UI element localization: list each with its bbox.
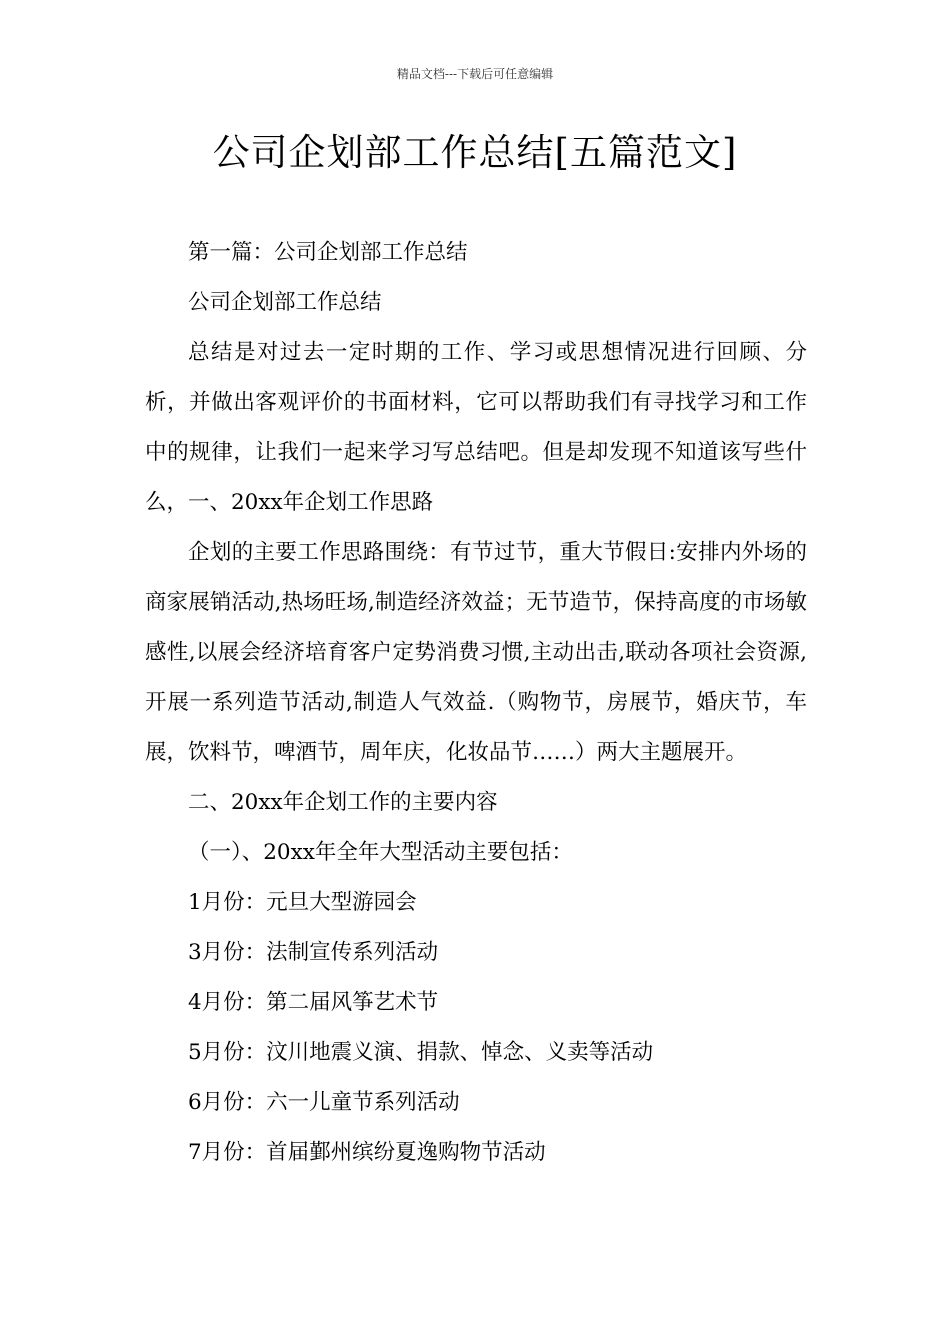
paragraph: 5月份：汶川地震义演、捐款、悼念、义卖等活动 (188, 1040, 654, 1065)
paragraph: 第一篇：公司企划部工作总结 (188, 240, 468, 265)
paragraph: 1月份：元旦大型游园会 (188, 890, 417, 915)
paragraph: 企划的主要工作思路围绕：有节过节，重大节假日:安排内外场的商家展销活动,热场旺场,制造经济效益；无节造节，保持高度的市场敏感性,以展会经济培育客户定势消费习惯,主动出击,联动各项社会资源,开展一系列造节活动,制造人气效益.（购物节，房展节，婚庆节，车展，饮料节，啤酒节，周年庆，化妆品节……）两大主题展开。 (145, 540, 807, 765)
paragraph: 7月份：首届鄞州缤纷夏逸购物节活动 (188, 1140, 546, 1165)
paragraph: 6月份：六一儿童节系列活动 (188, 1090, 460, 1115)
paragraph: 二、20xx年企划工作的主要内容 (188, 790, 498, 815)
paragraph: 公司企划部工作总结 (188, 290, 382, 315)
paragraph: （一）、20xx年全年大型活动主要包括： (188, 840, 573, 865)
paragraph: 总结是对过去一定时期的工作、学习或思想情况进行回顾、分析，并做出客观评价的书面材料，它可以帮助我们有寻找学习和工作中的规律，让我们一起来学习写总结吧。但是却发现不知道该写些什么，一、20xx年企划工作思路 (145, 340, 807, 515)
document-body (145, 228, 807, 1178)
header-note: 精品文档---下载后可任意编辑 (396, 67, 554, 81)
document-title: 公司企划部工作总结[五篇范文] (212, 131, 738, 174)
paragraph: 4月份：第二届风筝艺术节 (188, 990, 439, 1015)
paragraph: 3月份：法制宣传系列活动 (188, 940, 439, 965)
